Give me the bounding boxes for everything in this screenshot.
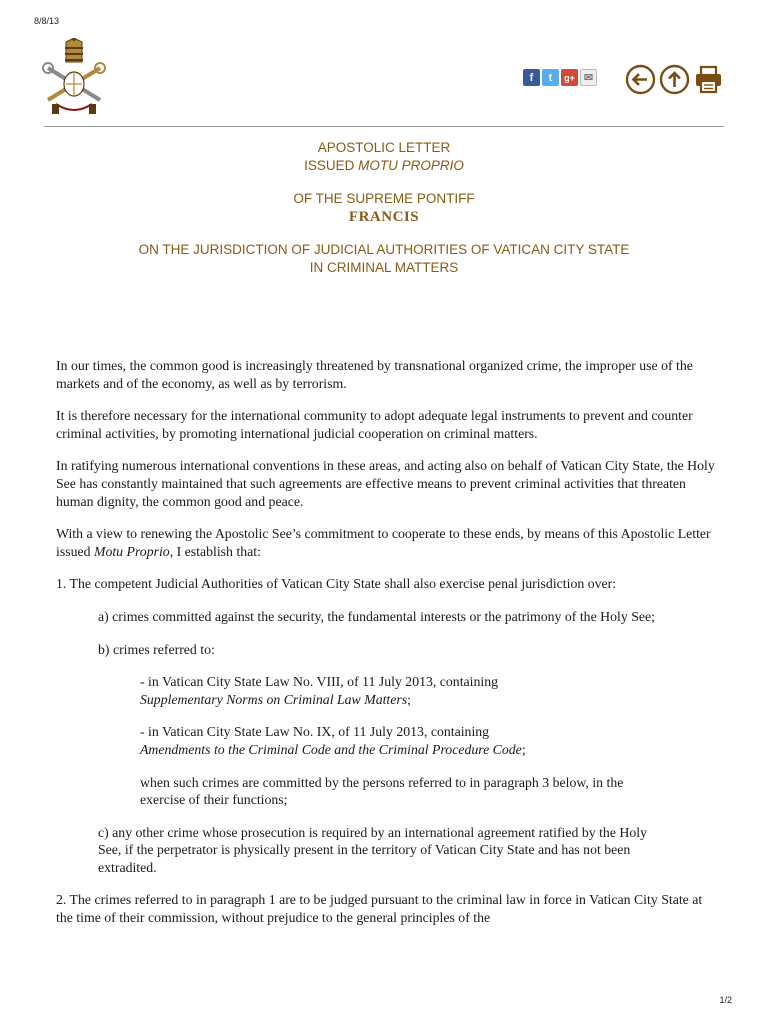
print-date: 8/8/13 xyxy=(34,16,60,26)
list-item: b) crimes referred to: xyxy=(98,641,215,657)
pontiff-name: FRANCIS xyxy=(348,209,420,225)
page-number: 1/2 xyxy=(719,995,732,1005)
paragraph: In ratifying numerous international conventions in these areas, and acting also on behalf of Vatican City State, the Holy See has constantly maintained that such agreements are effective means to prevent criminal activities that threaten human dignity, the common good and peace. xyxy=(56,458,715,509)
list-item: c) any other crime whose prosecution is required by an international agreement ratified by the Holy See, if the perpetrator is physically present in the territory of Vatican City State and has not been extradited. xyxy=(98,824,647,875)
subject-line: IN CRIMINAL MATTERS xyxy=(309,260,459,275)
twitter-share-icon[interactable]: t xyxy=(542,69,559,86)
back-arrow-icon[interactable] xyxy=(625,64,656,95)
email-share-icon[interactable]: ✉ xyxy=(580,69,597,86)
paragraph: In our times, the common good is increasingly threatened by transnational organized crime, the improper use of the markets and of the economy, as well as by terrorism. xyxy=(56,358,693,391)
subject-line: ON THE JURISDICTION OF JUDICIAL AUTHORITIES OF VATICAN CITY STATE xyxy=(138,242,630,257)
list-item: a) crimes committed against the security, the fundamental interests or the patrimony of the Holy See; xyxy=(98,608,655,624)
document-type xyxy=(0,139,768,175)
heading-line: APOSTOLIC LETTER xyxy=(317,140,451,155)
heading-line: ISSUED MOTU PROPRIO xyxy=(304,158,464,173)
google-plus-share-icon[interactable]: g+ xyxy=(561,69,578,86)
document-subject xyxy=(0,241,768,277)
document-body xyxy=(56,357,716,942)
sub-list-item: - in Vatican City State Law No. VIII, of 11 July 2013, containing Supplementary Norms on Criminal Law Matters; xyxy=(140,674,499,707)
paragraph: 1. The competent Judicial Authorities of Vatican City State shall also exercise penal jurisdiction over: xyxy=(56,576,617,592)
heading-line: OF THE SUPREME PONTIFF xyxy=(293,191,475,206)
sub-list-item: when such crimes are committed by the persons referred to in paragraph 3 below, in the exercise of their functions; xyxy=(140,774,624,808)
pontiff-heading xyxy=(0,190,768,226)
header-divider xyxy=(44,126,724,127)
papal-coat-of-arms-icon xyxy=(38,38,110,118)
share-toolbar xyxy=(523,69,597,86)
paragraph: It is therefore necessary for the international community to adopt adequate legal instruments to prevent and counter criminal activities, by promoting international judicial cooperation on criminal matters. xyxy=(56,408,693,441)
print-icon[interactable] xyxy=(693,64,724,95)
up-arrow-icon[interactable] xyxy=(659,64,690,95)
page-nav-icons xyxy=(625,64,724,95)
sub-list-item: - in Vatican City State Law No. IX, of 11 July 2013, containing Amendments to the Criminal Code and the Criminal Procedure Code; xyxy=(140,724,526,757)
paragraph: With a view to renewing the Apostolic See’s commitment to cooperate to these ends, by means of this Apostolic Letter issued Motu Proprio, I establish that: xyxy=(56,526,711,559)
paragraph: 2. The crimes referred to in paragraph 1 are to be judged pursuant to the criminal law in force in Vatican City State at the time of their commission, without prejudice to the general principles of the xyxy=(56,892,703,926)
facebook-share-icon[interactable]: f xyxy=(523,69,540,86)
